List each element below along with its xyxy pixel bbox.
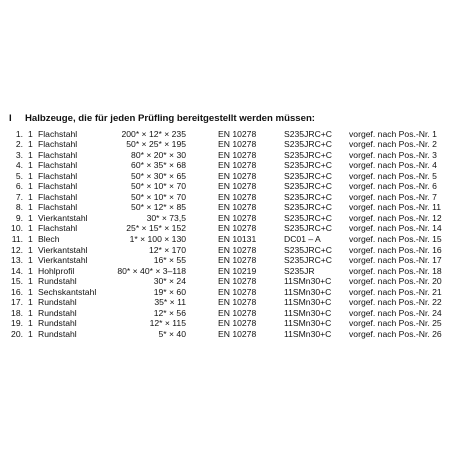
item-quantity: 1 [28,128,33,139]
item-material: S235JRC+C [284,139,333,150]
list-item [0,318,458,329]
item-material: S235JRC+C [284,212,333,223]
item-name: Rundstahl [38,328,77,339]
item-quantity: 1 [28,149,33,160]
item-material: 11SMn30+C [284,297,332,308]
item-quantity: 1 [28,223,33,234]
list-item [0,223,458,234]
item-position: 20. [11,328,23,339]
item-name: Vierkantstahl [38,212,88,223]
list-item [0,181,458,192]
item-dimensions: 19* × 60 [153,286,186,297]
list-item [0,129,458,140]
item-name: Rundstahl [38,276,77,287]
item-standard: EN 10278 [218,212,257,223]
item-reference: vorgef. nach Pos.-Nr. 21 [349,286,442,297]
item-standard: EN 10278 [218,128,257,139]
item-dimensions: 50* × 12* × 85 [131,202,186,213]
item-quantity: 1 [28,276,33,287]
item-dimensions: 1* × 100 × 130 [129,233,186,244]
item-reference: vorgef. nach Pos.-Nr. 22 [349,297,442,308]
item-material: S235JRC+C [284,149,333,160]
item-standard: EN 10278 [218,202,257,213]
item-position: 6. [15,181,23,192]
item-position: 17. [11,297,23,308]
item-dimensions: 50* × 25* × 195 [126,139,186,150]
item-dimensions: 30* × 73,5 [146,212,186,223]
list-item [0,234,458,245]
item-standard: EN 10278 [218,223,257,234]
item-material: S235JRC+C [284,170,333,181]
item-quantity: 1 [28,328,33,339]
item-position: 14. [11,265,23,276]
item-quantity: 1 [28,286,33,297]
item-dimensions: 200* × 12* × 235 [121,128,186,139]
item-reference: vorgef. nach Pos.-Nr. 4 [349,160,437,171]
item-dimensions: 5* × 40 [158,328,186,339]
item-position: 1. [15,128,23,139]
item-reference: vorgef. nach Pos.-Nr. 6 [349,181,437,192]
item-name: Vierkantstahl [38,244,88,255]
list-item [0,160,458,171]
item-position: 10. [11,223,23,234]
item-quantity: 1 [28,297,33,308]
item-name: Rundstahl [38,307,77,318]
section-title: Halbzeuge, die für jeden Prüfling bereitgestellt werden müssen: [25,113,316,124]
item-reference: vorgef. nach Pos.-Nr. 16 [349,244,442,255]
item-standard: EN 10278 [218,170,257,181]
item-name: Flachstahl [38,202,78,213]
item-dimensions: 16* × 55 [153,255,186,266]
item-material: S235JRC+C [284,191,333,202]
materials-list [0,129,458,340]
item-dimensions: 25* × 15* × 152 [126,223,186,234]
item-position: 4. [15,160,23,171]
item-material: 11SMn30+C [284,276,332,287]
item-name: Flachstahl [38,128,78,139]
item-position: 16. [11,286,23,297]
item-standard: EN 10278 [218,191,257,202]
item-standard: EN 10278 [218,149,257,160]
item-reference: vorgef. nach Pos.-Nr. 20 [349,276,442,287]
item-quantity: 1 [28,160,33,171]
list-item [0,287,458,298]
item-standard: EN 10278 [218,255,257,266]
item-reference: vorgef. nach Pos.-Nr. 7 [349,191,437,202]
item-quantity: 1 [28,265,33,276]
list-item [0,171,458,182]
item-position: 5. [15,170,23,181]
item-dimensions: 80* × 40* × 3–118 [117,265,186,276]
item-material: S235JRC+C [284,255,333,266]
item-standard: EN 10278 [218,307,257,318]
item-position: 19. [11,318,23,329]
item-standard: EN 10278 [218,297,257,308]
item-dimensions: 60* × 35* × 68 [131,160,186,171]
item-reference: vorgef. nach Pos.-Nr. 24 [349,307,442,318]
item-quantity: 1 [28,255,33,266]
item-position: 7. [15,191,23,202]
item-position: 11. [11,233,23,244]
item-position: 15. [11,276,23,287]
item-quantity: 1 [28,170,33,181]
list-item [0,297,458,308]
item-dimensions: 35* × 11 [154,297,186,308]
item-material: 11SMn30+C [284,328,332,339]
item-reference: vorgef. nach Pos.-Nr. 11 [349,202,442,213]
item-standard: EN 10278 [218,286,257,297]
item-name: Vierkantstahl [38,255,88,266]
item-name: Flachstahl [38,160,78,171]
item-quantity: 1 [28,233,33,244]
list-item [0,308,458,319]
item-standard: EN 10278 [218,160,257,171]
item-dimensions: 50* × 10* × 70 [131,191,186,202]
item-material: S235JRC+C [284,128,333,139]
item-standard: EN 10131 [218,233,257,244]
item-reference: vorgef. nach Pos.-Nr. 12 [349,212,442,223]
item-quantity: 1 [28,202,33,213]
item-position: 8. [15,202,23,213]
list-item [0,255,458,266]
item-dimensions: 50* × 30* × 65 [131,170,186,181]
item-dimensions: 80* × 20* × 30 [131,149,186,160]
section-heading [9,113,315,125]
item-position: 2. [15,139,23,150]
item-dimensions: 12* × 56 [153,307,186,318]
item-standard: EN 10278 [218,181,257,192]
item-quantity: 1 [28,307,33,318]
list-item [0,266,458,277]
item-quantity: 1 [28,318,33,329]
item-name: Flachstahl [38,139,78,150]
list-item [0,245,458,256]
item-position: 12. [11,244,23,255]
item-name: Rundstahl [38,297,77,308]
item-name: Hohlprofil [38,265,75,276]
item-dimensions: 12* × 170 [148,244,186,255]
list-item [0,213,458,224]
item-position: 13. [11,255,23,266]
item-material: S235JRC+C [284,223,333,234]
item-material: S235JRC+C [284,181,333,192]
item-reference: vorgef. nach Pos.-Nr. 25 [349,318,442,329]
list-item [0,139,458,150]
item-dimensions: 50* × 10* × 70 [131,181,186,192]
list-item [0,150,458,161]
list-item [0,329,458,340]
item-dimensions: 30* × 24 [153,276,186,287]
item-position: 18. [11,307,23,318]
list-item [0,192,458,203]
item-standard: EN 10219 [218,265,257,276]
item-reference: vorgef. nach Pos.-Nr. 1 [349,128,437,139]
item-quantity: 1 [28,212,33,223]
item-quantity: 1 [28,244,33,255]
item-material: S235JRC+C [284,202,333,213]
item-reference: vorgef. nach Pos.-Nr. 3 [349,149,437,160]
item-reference: vorgef. nach Pos.-Nr. 26 [349,328,442,339]
item-standard: EN 10278 [218,244,257,255]
item-material: DC01 – A [284,233,321,244]
item-material: S235JRC+C [284,244,333,255]
item-reference: vorgef. nach Pos.-Nr. 14 [349,223,442,234]
item-material: S235JR [284,265,315,276]
item-position: 3. [15,149,23,160]
item-material: 11SMn30+C [284,318,332,329]
list-item [0,276,458,287]
item-reference: vorgef. nach Pos.-Nr. 15 [349,233,442,244]
item-standard: EN 10278 [218,328,257,339]
item-name: Flachstahl [38,181,78,192]
item-reference: vorgef. nach Pos.-Nr. 17 [349,255,442,266]
item-material: 11SMn30+C [284,307,332,318]
section-number: I [9,113,12,124]
item-reference: vorgef. nach Pos.-Nr. 18 [349,265,442,276]
item-name: Flachstahl [38,170,78,181]
item-name: Rundstahl [38,318,77,329]
item-name: Blech [38,233,60,244]
item-material: S235JRC+C [284,160,333,171]
item-position: 9. [15,212,23,223]
item-name: Flachstahl [38,149,78,160]
item-material: 11SMn30+C [284,286,332,297]
item-standard: EN 10278 [218,139,257,150]
item-standard: EN 10278 [218,276,257,287]
item-quantity: 1 [28,181,33,192]
item-reference: vorgef. nach Pos.-Nr. 5 [349,170,437,181]
item-name: Flachstahl [38,191,78,202]
item-name: Flachstahl [38,223,78,234]
list-item [0,202,458,213]
item-dimensions: 12* × 115 [149,318,186,329]
item-name: Sechskantstahl [38,286,97,297]
item-quantity: 1 [28,191,33,202]
item-reference: vorgef. nach Pos.-Nr. 2 [349,139,437,150]
item-standard: EN 10278 [218,318,257,329]
item-quantity: 1 [28,139,33,150]
